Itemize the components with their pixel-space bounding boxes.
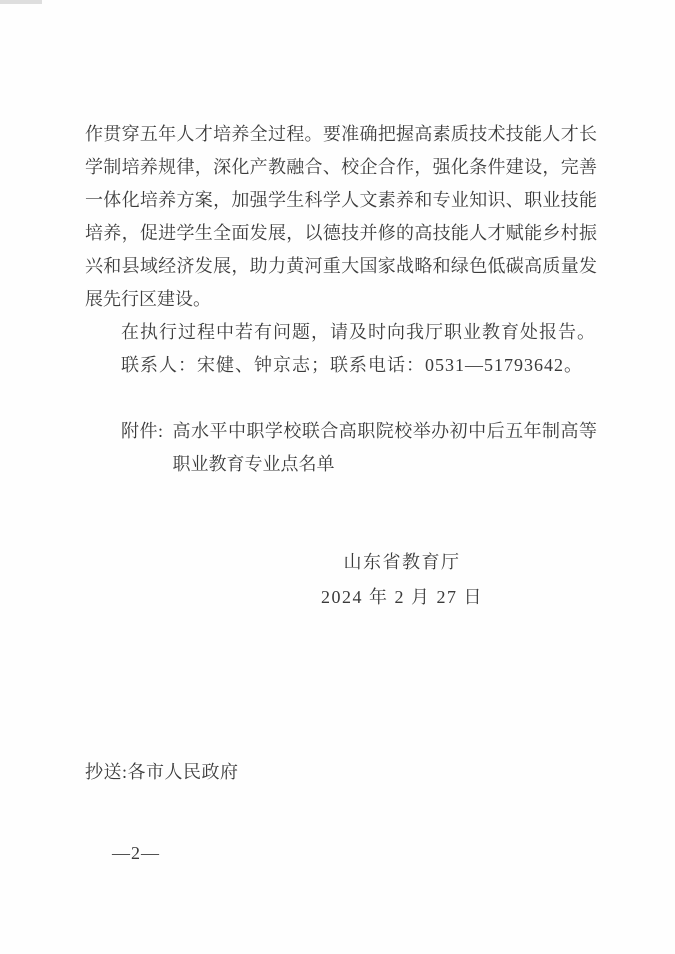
page-number: —2—	[112, 843, 160, 863]
body-text-line: 作贯穿五年人才培养全过程。要准确把握高素质技术技能人才长	[85, 124, 597, 144]
issuer-name: 山东省教育厅	[343, 552, 461, 572]
cc-recipients: 各市人民政府	[127, 762, 239, 782]
attachment-line2: 职业教育专业点名单	[172, 454, 335, 474]
signature-block	[252, 545, 552, 615]
body-text-line: 学制培养规律，深化产教融合、校企合作，强化条件建设，完善	[85, 157, 597, 177]
body-text-line: 兴和县域经济发展，助力黄河重大国家战略和绿色低碳高质量发	[85, 256, 597, 276]
attachment-label: 附件:	[121, 421, 164, 441]
attachment-note	[85, 415, 597, 481]
issue-date: 2024 年 2 月 27 日	[321, 587, 483, 607]
attachment-content	[173, 415, 597, 481]
body-text-line: 培养，促进学生全面发展，以德技并修的高技能人才赋能乡村振	[85, 223, 597, 243]
document-body	[85, 118, 597, 481]
scan-artifact	[0, 0, 42, 4]
body-text-line: 展先行区建设。	[85, 289, 211, 309]
cc-line	[85, 756, 239, 789]
cc-label: 抄送:	[85, 762, 128, 782]
attachment-line1: 高水平中职学校联合高职院校举办初中后五年制高等	[172, 421, 597, 441]
paragraph-contact: 联系人：宋健、钟京志；联系电话：0531—51793642。	[121, 355, 583, 375]
body-text-line: 一体化培养方案，加强学生科学人文素养和专业知识、职业技能	[85, 190, 597, 210]
paragraph-report: 在执行过程中若有问题，请及时向我厅职业教育处报告。	[121, 322, 596, 342]
paragraph-continuation	[85, 118, 597, 316]
